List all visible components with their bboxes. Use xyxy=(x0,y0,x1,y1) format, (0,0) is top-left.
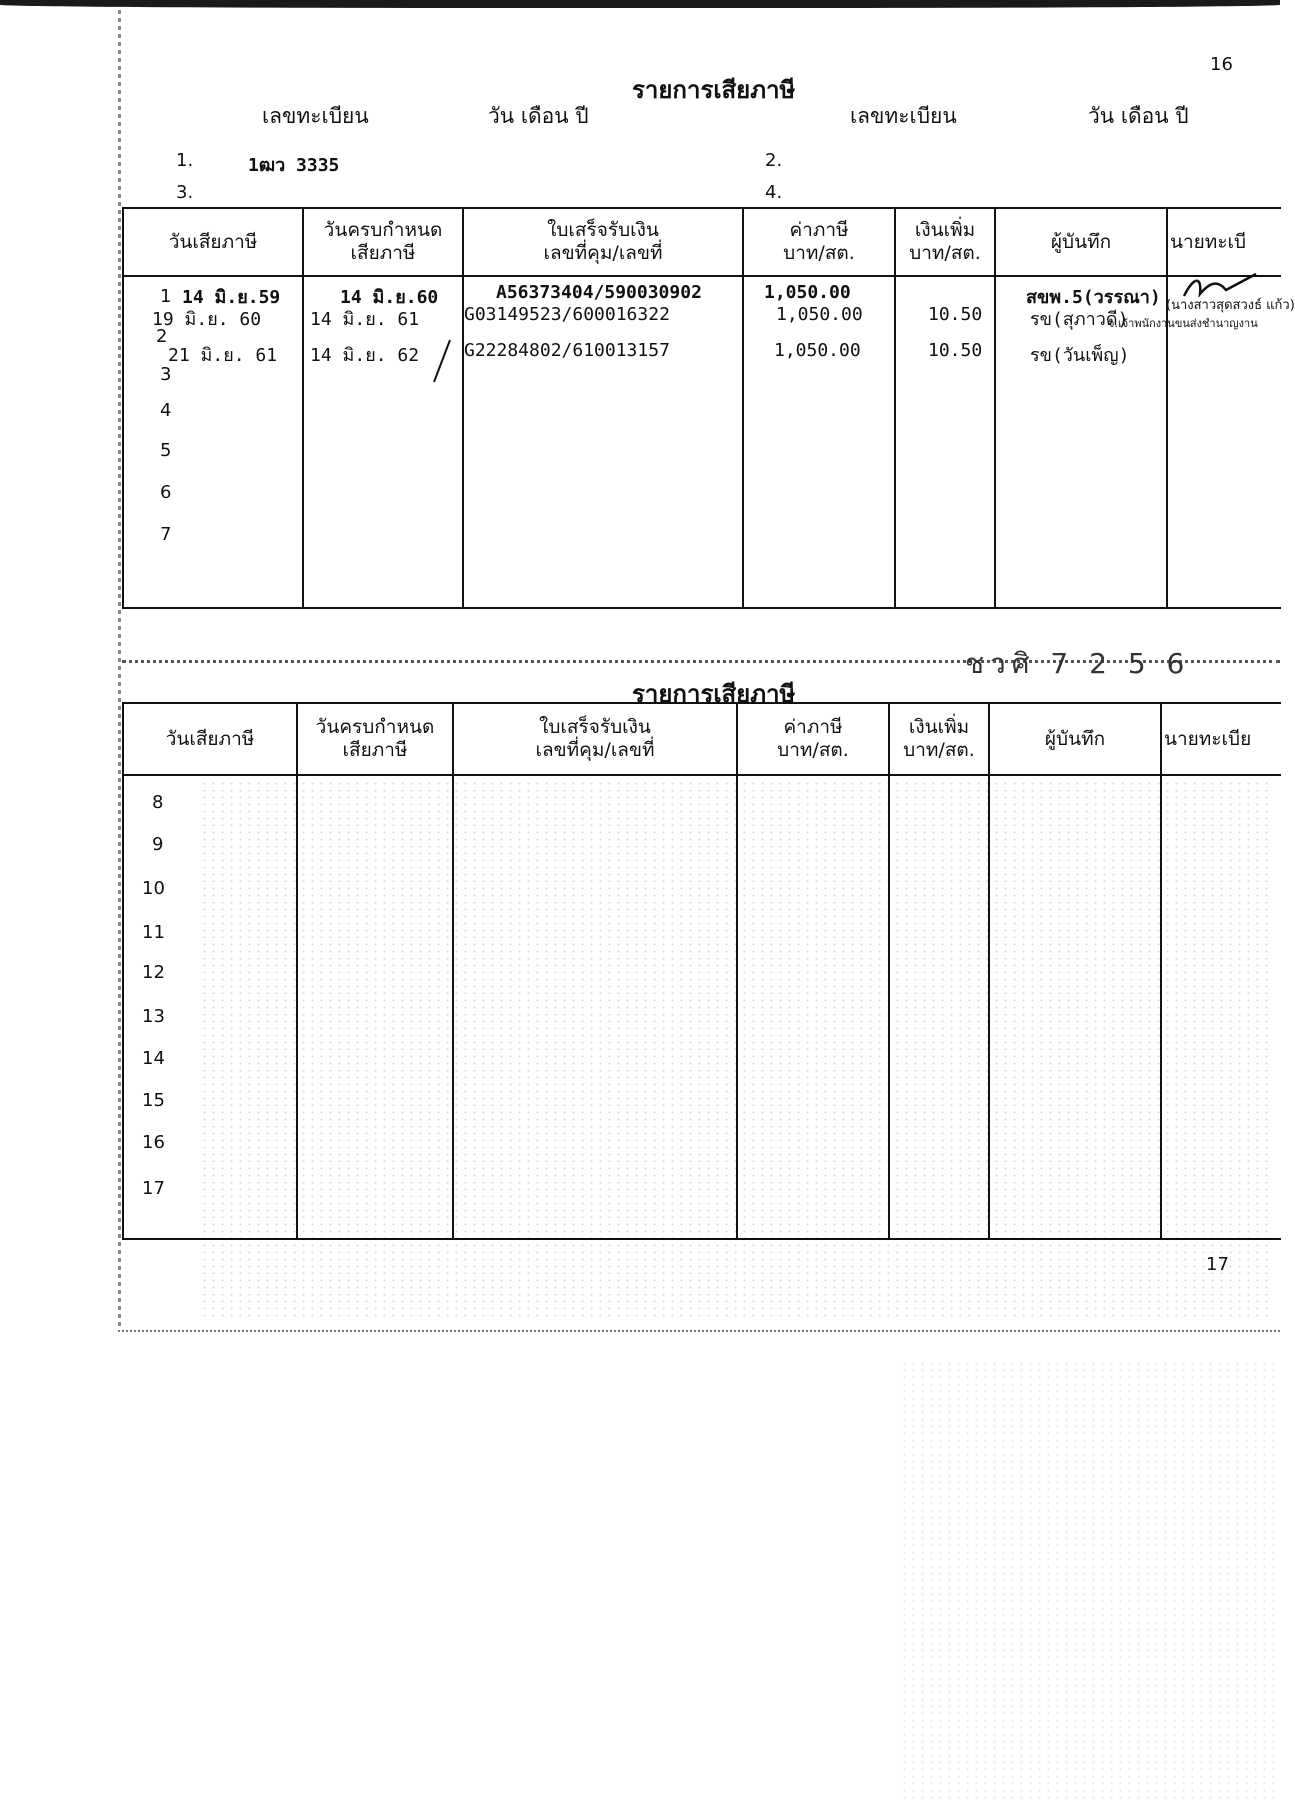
page-top-edge xyxy=(0,0,1280,8)
reg-index-3: 3. xyxy=(176,182,194,203)
col-header-receipt: ใบเสร็จรับเงิน เลขที่คุม/เลขที่ xyxy=(463,208,743,276)
row-number: 15 xyxy=(142,1090,165,1111)
row-number: 13 xyxy=(142,1006,165,1027)
row-number: 6 xyxy=(160,482,172,503)
row1-paid-date: 14 มิ.ย.59 xyxy=(182,287,281,308)
reg-label-left: เลขทะเบียน xyxy=(262,104,369,128)
col-header-due-date: วันครบกำหนด เสียภาษี xyxy=(297,703,453,775)
row-number: 1 xyxy=(160,286,172,307)
row2-surcharge: 10.50 xyxy=(928,304,983,325)
stamp-fragment: ชวศิ 7 2 5 6 xyxy=(965,647,1191,680)
row-number: 7 xyxy=(160,524,172,545)
row1-receipt: A56373404/590030902 xyxy=(496,282,702,303)
reg-index-2: 2. xyxy=(765,150,783,171)
date-label-right: วัน เดือน ปี xyxy=(1088,104,1189,128)
row1-tax: 1,050.00 xyxy=(764,282,851,303)
page-bottom-edge xyxy=(118,1330,1280,1332)
col-header-tax: ค่าภาษี บาท/สต. xyxy=(737,703,889,775)
row-number: 10 xyxy=(142,878,165,899)
date-label-left: วัน เดือน ปี xyxy=(488,104,589,128)
row-number: 3 xyxy=(160,364,172,385)
col-header-due-date: วันครบกำหนด เสียภาษี xyxy=(303,208,463,276)
col-header-surcharge: เงินเพิ่ม บาท/สต. xyxy=(889,703,989,775)
row-number: 16 xyxy=(142,1132,165,1153)
registrar-position: จ.เจ้าพนักงานขนส่งชำนาญงาน xyxy=(1108,317,1258,330)
row2-recorder: รข(สุภาวดี) xyxy=(1030,309,1129,330)
row2-tax: 1,050.00 xyxy=(776,304,863,325)
reg-value-1: 1ฒว 3335 xyxy=(248,155,340,176)
section2-title: รายการเสียภาษี xyxy=(632,680,796,708)
tax-table-1 xyxy=(122,207,1281,609)
scan-noise xyxy=(900,1360,1280,1800)
row-number: 17 xyxy=(142,1178,165,1199)
row3-tax: 1,050.00 xyxy=(774,340,861,361)
col-header-surcharge: เงินเพิ่ม บาท/สต. xyxy=(895,208,995,276)
row1-due-date: 14 มิ.ย.60 xyxy=(340,287,439,308)
row3-recorder: รข(วันเพ็ญ) xyxy=(1030,345,1130,366)
row1-recorder: สขพ.5(วรรณา) xyxy=(1026,287,1161,308)
col-header-registrar: นายทะเบี xyxy=(1167,208,1281,276)
col-header-receipt: ใบเสร็จรับเงิน เลขที่คุม/เลขที่ xyxy=(453,703,737,775)
col-header-tax: ค่าภาษี บาท/สต. xyxy=(743,208,895,276)
row3-due-date: 14 มิ.ย. 62 xyxy=(310,345,420,366)
col-header-recorder: ผู้บันทึก xyxy=(995,208,1167,276)
row-number: 9 xyxy=(152,834,164,855)
row3-surcharge: 10.50 xyxy=(928,340,983,361)
col-header-recorder: ผู้บันทึก xyxy=(989,703,1161,775)
binding-edge xyxy=(118,10,121,1330)
row2-receipt: G03149523/600016322 xyxy=(464,304,670,325)
row-number: 14 xyxy=(142,1048,165,1069)
row-number: 4 xyxy=(160,400,172,421)
reg-index-4: 4. xyxy=(765,182,783,203)
col-header-paid-date: วันเสียภาษี xyxy=(123,703,297,775)
row3-receipt: G22284802/610013157 xyxy=(464,340,670,361)
reg-label-right: เลขทะเบียน xyxy=(850,104,957,128)
page-number-bottom: 17 xyxy=(1206,1254,1229,1275)
row2-paid-date: 19 มิ.ย. 60 xyxy=(152,309,262,330)
row-number: 8 xyxy=(152,792,164,813)
col-header-paid-date: วันเสียภาษี xyxy=(123,208,303,276)
row-number: 11 xyxy=(142,922,165,943)
col-header-registrar: นายทะเบีย xyxy=(1161,703,1281,775)
row-number: 5 xyxy=(160,440,172,461)
slash-mark xyxy=(430,338,454,384)
row-number: 2 xyxy=(156,326,168,347)
section1-title: รายการเสียภาษี xyxy=(632,76,796,104)
row-number: 12 xyxy=(142,962,165,983)
reg-index-1: 1. xyxy=(176,150,194,171)
tax-table-2 xyxy=(122,702,1281,1240)
page-number-top: 16 xyxy=(1210,54,1233,75)
row3-paid-date: 21 มิ.ย. 61 xyxy=(168,345,278,366)
row2-due-date: 14 มิ.ย. 61 xyxy=(310,309,420,330)
registrar-name: (นางสาวสุดสวงธ์ แก้ว) xyxy=(1166,298,1295,313)
